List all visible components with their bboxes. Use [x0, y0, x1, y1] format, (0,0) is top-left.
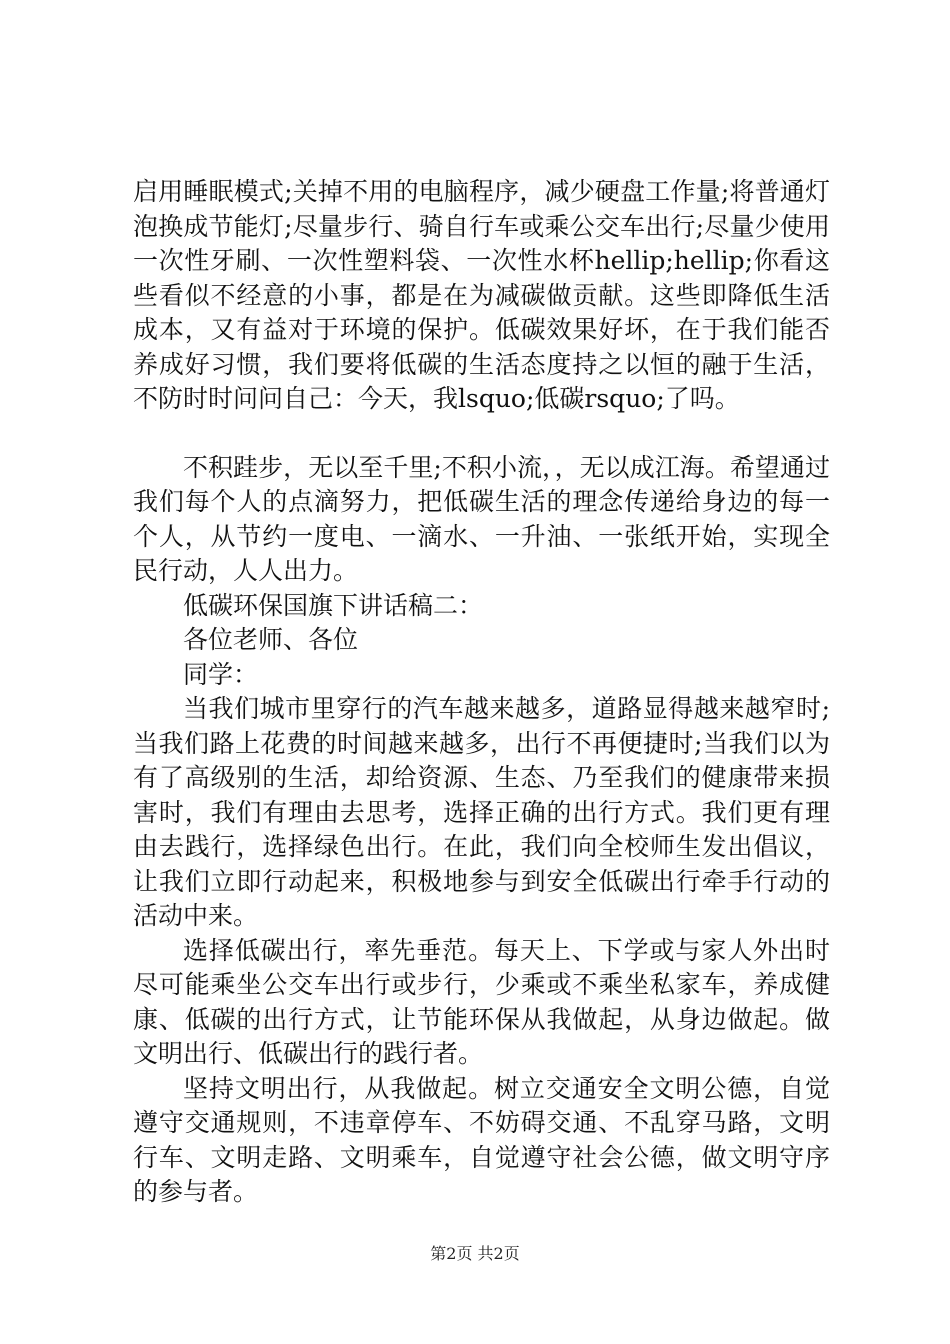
document-body: [133, 175, 830, 1210]
salutation-line: 各位老师、各位: [183, 625, 359, 654]
paragraph: 不积跬步，无以至千里;不积小流，，无以成江海。希望通过我们每个人的点滴努力，把低碳生活的理念传递给身边的每一个人，从节约一度电、一滴水、一升油、一张纸开始，实现全民行动，人人出力。: [133, 452, 830, 585]
paragraph: 选择低碳出行，率先垂范。每天上、下学或与家人外出时尽可能乘坐公交车出行或步行，少乘或不乘坐私家车，养成健康、低碳的出行方式，让节能环保从我做起，从身边做起。做文明出行、低碳出行的践行者。: [133, 935, 830, 1068]
section-heading: 低碳环保国旗下讲话稿二：: [183, 590, 484, 620]
page-number-footer: 第2页 共2页: [430, 1244, 520, 1263]
salutation-line: 同学：: [183, 659, 259, 689]
paragraph-continued: 启用睡眠模式;关掉不用的电脑程序，减少硬盘工作量;将普通灯泡换成节能灯;尽量步行、骑自行车或乘公交车出行;尽量少使用一次性牙刷、一次性塑料袋、一次性水杯hellip;hellip;你看这些看似不经意的小事，都是在为减碳做贡献。这些即降低生活成本，又有益对于环境的保护。低碳效果好坏，在于我们能否养成好习惯，我们要将低碳的生活态度持之以恒的融于生活，不防时时问问自己：今天，我lsquo;低碳rsquo;了吗。: [133, 177, 830, 413]
paragraph: 坚持文明出行，从我做起。树立交通安全文明公德，自觉遵守交通规则，不违章停车、不妨碍交通、不乱穿马路，文明行车、文明走路、文明乘车，自觉遵守社会公德，做文明守序的参与者。: [133, 1073, 830, 1206]
paragraph: 当我们城市里穿行的汽车越来越多，道路显得越来越窄时;当我们路上花费的时间越来越多，出行不再便捷时;当我们以为有了高级别的生活，却给资源、生态、乃至我们的健康带来损害时，我们有理由去思考，选择正确的出行方式。我们更有理由去践行，选择绿色出行。在此，我们向全校师生发出倡议，让我们立即行动起来，积极地参与到安全低碳出行牵手行动的活动中来。: [133, 694, 830, 930]
